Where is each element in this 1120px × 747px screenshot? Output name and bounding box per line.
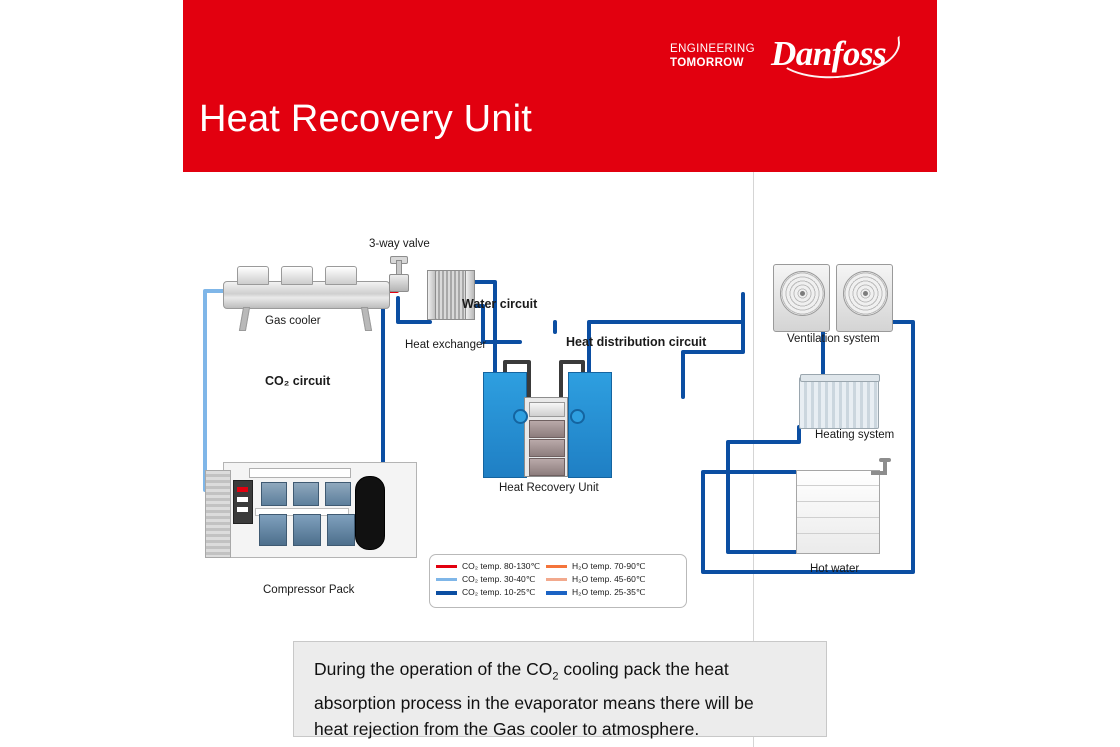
label-ventilation-system: Ventilation system <box>787 333 880 345</box>
pack-controller-led-2 <box>237 497 248 502</box>
pipe-hdc-branch <box>683 322 743 397</box>
three-way-valve <box>389 260 407 296</box>
pipe-water-circuit-run <box>483 306 520 342</box>
danfoss-wordmark: Danfoss <box>771 34 887 73</box>
water-tap-icon <box>871 461 893 483</box>
header-band <box>183 0 937 172</box>
fan-hub-2 <box>863 291 868 296</box>
hru-slot-1 <box>529 402 565 417</box>
ventilation-unit-1 <box>773 264 830 332</box>
heat-exchanger-end-right <box>465 270 475 320</box>
pack-compressor-top-2 <box>293 482 319 506</box>
label-co2-circuit: CO₂ circuit <box>265 374 331 388</box>
tagline-line-2: TOMORROW <box>670 57 744 69</box>
pack-compressor-bottom-3 <box>327 514 355 546</box>
hot-water-band-4 <box>797 533 879 534</box>
legend-swatch-h2o-mid <box>546 578 567 581</box>
caption-line-1b: cooling pack the heat <box>558 659 729 679</box>
legend-swatch-co2-cold <box>436 591 457 595</box>
gas-cooler-fan-3-icon <box>325 266 357 285</box>
hot-water-band-3 <box>797 517 879 518</box>
hot-water-band-1 <box>797 485 879 486</box>
caption-subscript: 2 <box>552 670 559 683</box>
legend-cell-right <box>546 573 651 586</box>
pack-compressor-bottom-2 <box>293 514 321 546</box>
fan-hub-1 <box>800 291 805 296</box>
hru-panel-1 <box>529 420 565 438</box>
label-heat-distribution-circuit: Heat distribution circuit <box>566 335 707 349</box>
system-diagram <box>183 172 937 632</box>
heat-recovery-unit-cabinet <box>524 397 568 477</box>
hot-water-tank <box>796 470 880 554</box>
legend-row <box>436 573 651 586</box>
legend-cell-left <box>436 573 546 586</box>
pack-compressor-bottom-1 <box>259 514 287 546</box>
valve-body <box>389 274 409 292</box>
pack-controller-led-1 <box>237 487 248 492</box>
legend-label-co2-hot: CO₂ temp. 80-130℃ <box>462 561 541 571</box>
legend <box>429 554 687 608</box>
pack-compressor-top-3 <box>325 482 351 506</box>
legend-label-h2o-hot: H₂O temp. 70-90℃ <box>572 561 646 571</box>
label-heat-exchanger: Heat exchanger <box>405 339 487 351</box>
gas-cooler-fan-1-icon <box>237 266 269 285</box>
legend-swatch-h2o-hot <box>546 565 567 568</box>
pack-side-panel <box>205 470 231 558</box>
legend-label-co2-mid: CO₂ temp. 30-40℃ <box>462 574 536 584</box>
legend-swatch-h2o-cold <box>546 591 567 595</box>
label-water-circuit: Water circuit <box>462 297 538 311</box>
caption-line-2: absorption process in the evaporator means there will be <box>314 692 754 713</box>
legend-row <box>436 560 651 573</box>
legend-label-h2o-mid: H₂O temp. 45-60℃ <box>572 574 646 584</box>
legend-cell-left <box>436 560 546 573</box>
ventilation-unit-2 <box>836 264 893 332</box>
pack-compressor-top-1 <box>261 482 287 506</box>
pipe-hdc-to-ventilation <box>589 294 743 372</box>
legend-swatch-co2-mid <box>436 578 457 581</box>
ventilation-system <box>773 264 891 330</box>
legend-cell-right <box>546 560 651 573</box>
label-gas-cooler: Gas cooler <box>265 315 321 327</box>
caption-line-3: heat rejection from the Gas cooler to atmosphere. <box>314 718 700 739</box>
legend-cell-left <box>436 586 546 599</box>
caption-line-1a: During the operation of the CO <box>314 659 553 679</box>
hru-pump-left <box>513 409 528 424</box>
legend-label-h2o-cold: H₂O temp. 25-35℃ <box>572 587 646 597</box>
hru-panel-2 <box>529 439 565 457</box>
page-title: Heat Recovery Unit <box>199 98 533 140</box>
hru-panel-3 <box>529 458 565 476</box>
label-hot-water: Hot water <box>810 563 860 575</box>
legend-cell-right <box>546 586 651 599</box>
danfoss-logo <box>771 32 901 80</box>
hot-water-band-2 <box>797 501 879 502</box>
hru-tank-left <box>483 372 527 478</box>
legend-row <box>436 586 651 599</box>
legend-label-co2-cold: CO₂ temp. 10-25℃ <box>462 587 536 597</box>
legend-table <box>436 560 651 599</box>
pipe-co2-return-left <box>205 291 223 472</box>
radiator-top-cap <box>800 374 880 382</box>
compressor-pack <box>205 462 415 562</box>
pack-controller-led-3 <box>237 507 248 512</box>
label-three-way-valve: 3-way valve <box>369 238 430 250</box>
label-heating-system: Heating system <box>815 429 895 441</box>
heat-exchanger-plates <box>435 270 467 320</box>
pipe-valve-to-heatexchanger <box>398 298 430 322</box>
gas-cooler-body <box>223 281 390 309</box>
hru-tank-right <box>568 372 612 478</box>
tap-spout <box>871 471 887 475</box>
pack-top-rail <box>249 468 351 478</box>
gas-cooler-fan-2-icon <box>281 266 313 285</box>
caption-box <box>293 641 827 737</box>
legend-swatch-co2-hot <box>436 565 457 568</box>
label-compressor-pack: Compressor Pack <box>263 584 355 596</box>
label-heat-recovery-unit: Heat Recovery Unit <box>499 482 599 494</box>
tagline <box>670 42 755 70</box>
danfoss-swash-icon <box>772 36 902 83</box>
tap-handle <box>879 458 891 462</box>
pack-controller <box>233 480 253 524</box>
heating-radiator <box>799 377 879 429</box>
hru-pump-right <box>570 409 585 424</box>
tagline-line-1: ENGINEERING <box>670 43 755 55</box>
pack-receiver <box>355 476 385 550</box>
